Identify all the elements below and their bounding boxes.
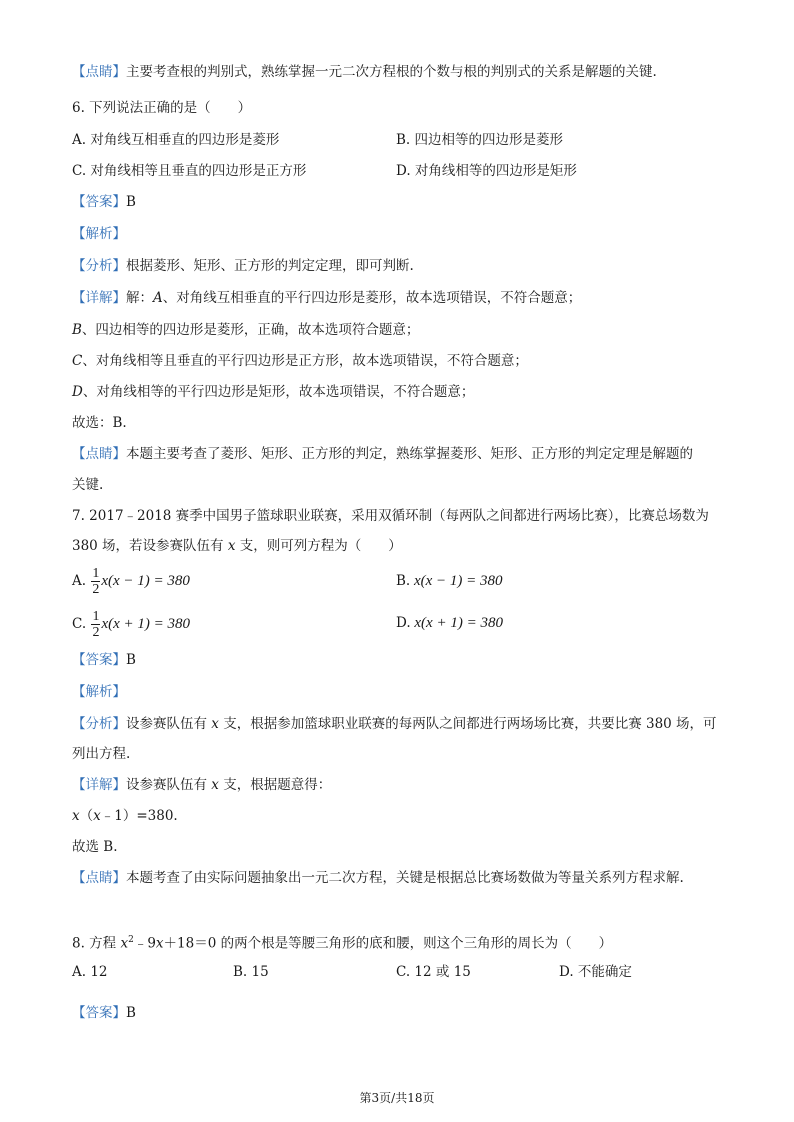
question-8: 8. 方程 $x^2﹣9x+18=0$ 的两个根是等腰三角形的底和腰，则这个三角形的周长为（ ） [72, 935, 613, 952]
q6-option-d: D. 对角线相等的四边形是矩形 [396, 163, 577, 179]
q6-answer: 【答案】B [72, 194, 136, 210]
q8-option-c: C. 12 或 15 [396, 964, 471, 980]
q7-answer: 【答案】B [72, 652, 136, 668]
q6-selection: 故选：B. [72, 415, 127, 431]
q8-option-b: B. 15 [233, 964, 269, 980]
q6-option-c: C. 对角线相等且垂直的四边形是正方形 [72, 163, 307, 179]
question-6: 6. 下列说法正确的是（ ） [72, 100, 252, 116]
question-7-line-2: 380 场，若设参赛队伍有 x 支，则可列方程为（ ） [72, 538, 402, 554]
question-7-line-1: 7. 2017﹣2018 赛季中国男子篮球职业联赛，采用双循环制（每两队之间都进行两场比赛），比赛总场数为 [72, 508, 709, 524]
q7-fenxi-2: 列出方程. [72, 746, 131, 762]
q7-option-a: A. $\frac{1}{2}$ x(x − 1) = 380 [72, 566, 190, 597]
q6-xiangjie-b: B、四边相等的四边形是菱形，正确，故本选项符合题意； [72, 322, 420, 338]
q6-xiangjie-d: D、对角线相等的平行四边形是矩形，故本选项错误，不符合题意； [72, 384, 475, 400]
q6-xiangjie-a: 【详解】解：A、对角线互相垂直的平行四边形是菱形，故本选项错误，不符合题意； [72, 290, 582, 306]
fraction-half: $\frac{1}{2}$ [92, 609, 100, 640]
q6-option-a: A. 对角线互相垂直的四边形是菱形 [72, 132, 280, 148]
q8-option-a: A. 12 [72, 964, 108, 980]
q6-fenxi: 【分析】根据菱形、矩形、正方形的判定定理，即可判断. [72, 258, 414, 274]
q6-dianjing-2: 关键. [72, 477, 104, 493]
line-dianjing-5: 【点睛】主要考查根的判别式，熟练掌握一元二次方程根的个数与根的判别式的关系是解题的关键. [72, 64, 657, 80]
q7-option-d: D. x(x + 1) = 380 [396, 615, 503, 631]
q7-xiangjie: 【详解】设参赛队伍有 x 支，根据题意得： [72, 777, 332, 793]
q6-xiangjie-c: C、对角线相等且垂直的平行四边形是正方形，故本选项错误，不符合题意； [72, 353, 528, 369]
q7-fenxi-1: 【分析】设参赛队伍有 x 支，根据参加篮球职业联赛的每两队之间都进行两场场比赛，共要比赛 380 场，可 [72, 716, 717, 732]
q7-option-b: B. x(x − 1) = 380 [396, 573, 503, 589]
page-footer: 第3页/共18页 [359, 1091, 435, 1105]
q7-option-c: C. $\frac{1}{2}$ x(x + 1) = 380 [72, 609, 190, 640]
q6-dianjing-1: 【点睛】本题主要考查了菱形、矩形、正方形的判定，熟练掌握菱形、矩形、正方形的判定定理是解题的 [72, 446, 693, 462]
fraction-half: $\frac{1}{2}$ [92, 566, 100, 597]
q8-answer: 【答案】B [72, 1005, 136, 1021]
q7-equation: x（x﹣1）=380. [72, 808, 178, 824]
q7-dianjing: 【点睛】本题考查了由实际问题抽象出一元二次方程，关键是根据总比赛场数做为等量关系列方程求解. [72, 870, 684, 886]
q7-jiexi: 【解析】 [72, 684, 126, 700]
q6-jiexi: 【解析】 [72, 226, 126, 242]
q7-selection: 故选 B. [72, 839, 118, 855]
q6-option-b: B. 四边相等的四边形是菱形 [396, 132, 564, 148]
q8-option-d: D. 不能确定 [559, 964, 632, 980]
tag-dianjing: 【点睛】 [72, 64, 126, 80]
